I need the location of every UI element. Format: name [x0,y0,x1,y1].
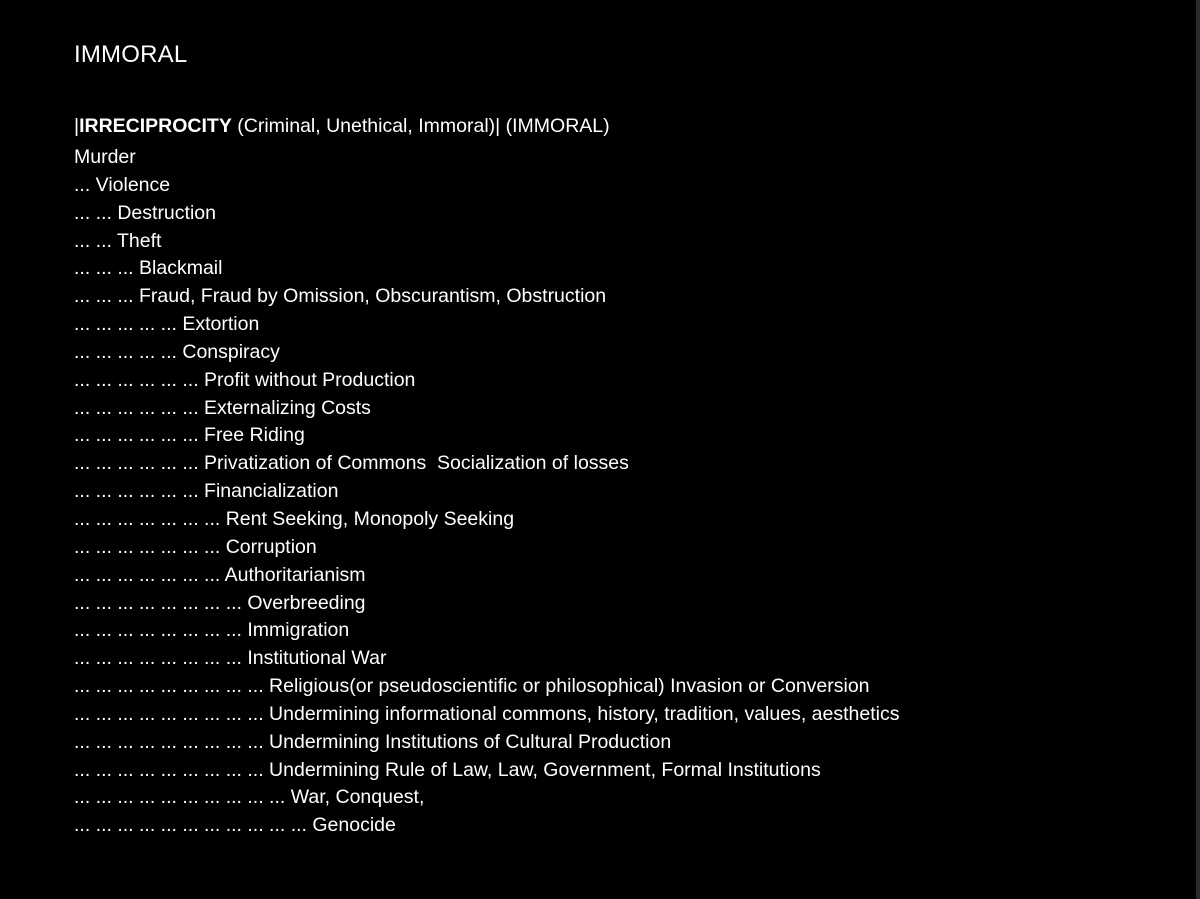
indent-dots: ... ... ... [74,257,140,280]
list-item-text: Undermining informational commons, history, tradition, values, aesthetics [269,702,900,725]
list-item-text: Overbreeding [247,591,366,614]
list-item [74,506,899,534]
list-item [74,200,899,228]
list-item-text: Extortion [182,313,260,336]
list-item [74,673,899,701]
indent-dots: ... ... ... ... ... ... [74,452,205,475]
indent-dots: ... ... ... ... ... ... ... ... ... [74,758,270,781]
list-item-text: Fraud, Fraud by Omission, Obscurantism, Obstruction [139,285,607,308]
indent-dots: ... ... ... ... ... ... [74,480,205,503]
heading-qualifier: (Criminal, Unethical, Immoral)| (IMMORAL) [231,115,610,137]
indent-dots: ... ... ... ... ... ... ... ... ... [74,730,270,753]
list-item-text: Authoritarianism [224,563,366,586]
list-item [74,144,899,172]
list-item-text: Undermining Institutions of Cultural Production [269,730,672,753]
indent-dots: ... ... ... [74,285,140,308]
list-item-text: Immigration [247,619,350,642]
list-item-text: Conspiracy [182,340,280,363]
indent-dots: ... ... ... ... ... ... ... ... [74,619,248,642]
list-item [74,339,899,367]
list-item-text: Genocide [312,814,396,837]
indent-dots: ... ... ... ... ... ... ... [74,507,226,530]
list-item [74,729,899,757]
heading-pipe: | [74,115,80,137]
list-item-text: Privatization of Commons Socialization of losses [204,452,629,475]
hierarchy-list [74,144,899,840]
list-item-text: War, Conquest, [290,786,425,809]
list-item [74,422,899,450]
list-item [74,172,899,200]
list-item-text: Theft [117,229,162,252]
indent-dots: ... ... ... ... ... ... ... ... ... [74,675,270,698]
indent-dots: ... ... ... ... ... ... [74,396,205,419]
list-item-text: Rent Seeking, Monopoly Seeking [225,507,515,530]
heading-bold-term: IRRECIPROCITY [79,115,232,137]
list-item-text: Externalizing Costs [204,396,371,419]
slide-title: IMMORAL [74,41,188,68]
list-item [74,812,899,840]
list-item-text: Murder [74,146,136,168]
irreciprocity-heading [74,113,610,139]
list-item-text: Blackmail [139,257,223,280]
list-item-text: Financialization [204,480,339,503]
list-item [74,562,899,590]
list-item-text: Religious(or pseudoscientific or philosophical) Invasion or Conversion [269,675,870,698]
indent-dots: ... ... ... ... ... [74,340,183,363]
list-item [74,757,899,785]
indent-dots: ... ... ... ... ... ... [74,368,205,391]
indent-dots: ... [74,173,96,196]
list-item [74,701,899,729]
list-item [74,590,899,618]
list-item-text: Destruction [117,201,216,224]
list-item [74,395,899,423]
indent-dots: ... ... ... ... ... ... ... ... [74,647,248,670]
list-item-text: Profit without Production [204,368,416,391]
list-item-text: Corruption [225,535,317,558]
list-item [74,534,899,562]
indent-dots: ... ... ... ... ... ... [74,424,205,447]
list-item [74,617,899,645]
indent-dots: ... ... ... ... ... [74,313,183,336]
list-item-text: Free Riding [204,424,305,447]
list-item [74,367,899,395]
indent-dots: ... ... ... ... ... ... ... [74,563,225,586]
indent-dots: ... ... ... ... ... ... ... ... ... ... [74,786,291,809]
indent-dots: ... ... ... ... ... ... ... ... ... ... ... [74,814,313,837]
list-item-text: Undermining Rule of Law, Law, Government, Formal Institutions [269,758,821,781]
indent-dots: ... ... ... ... ... ... ... ... ... [74,702,270,725]
list-item-text: Institutional War [247,647,387,670]
indent-dots: ... ... ... ... ... ... ... ... [74,591,248,614]
list-item [74,311,899,339]
list-item [74,283,899,311]
list-item-text: Violence [95,173,171,196]
list-item [74,784,899,812]
list-item [74,255,899,283]
list-item [74,450,899,478]
list-item [74,645,899,673]
list-item [74,228,899,256]
indent-dots: ... ... ... ... ... ... ... [74,535,226,558]
list-item [74,478,899,506]
indent-dots: ... ... [74,229,117,252]
indent-dots: ... ... [74,201,118,224]
